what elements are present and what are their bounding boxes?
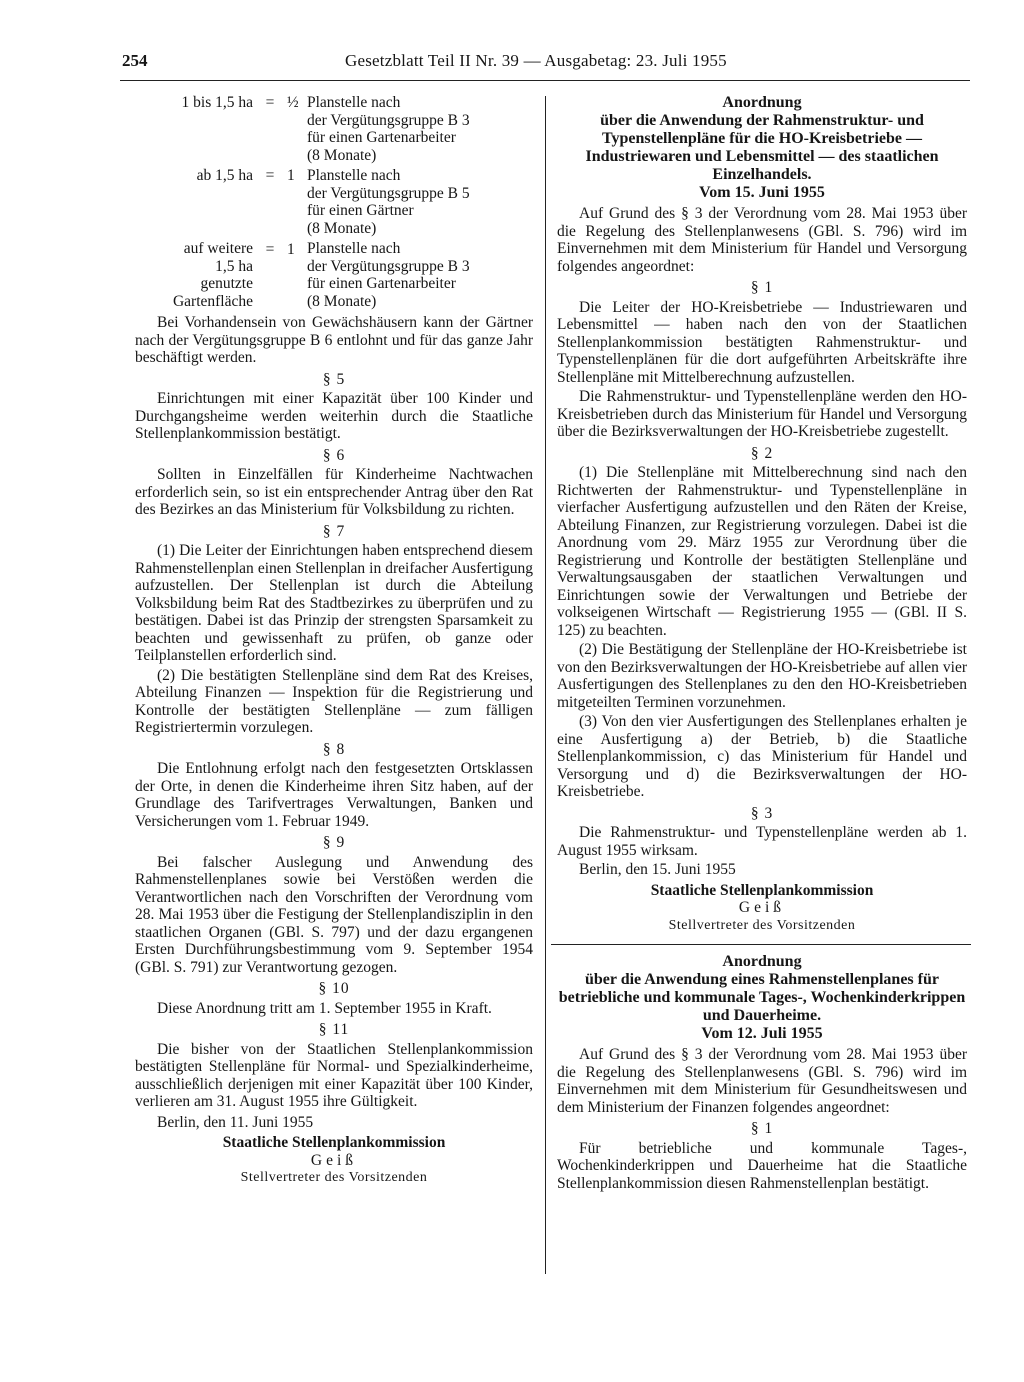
section-paragraph: Für betriebliche und kommunale Tages-, Wochenkinderkrippen und Dauerheime hat die Staatliche Stellenplankommission diesen Rahmenstellenplan bestätigt. — [557, 1139, 967, 1192]
description-line: Planstelle nach — [307, 240, 401, 257]
signature-role: Stellvertreter des Vorsitzenden — [240, 1170, 428, 1185]
description-line: (8 Monate) — [307, 146, 377, 164]
section-paragraph: Die Rahmenstruktur- und Typenstellenpläne werden ab 1. August 1955 wirksam. — [557, 824, 967, 859]
table-cell-description — [307, 94, 517, 164]
section-paragraph: (1) Die Stellenpläne mit Mittelberechnung sind nach den Richtwerten der Rahmenstruktur- und Typenstellenpläne in vierfacher Ausfertigung aufzustellen und den Räten der Kreise, Abteilung Finanzen, zur Registrierung vorzulegen. Dabei ist die Anordnung vom 29. März 1955 zur Verordnung über die Registrierung und Kontrolle der bestätigten Stellenpläne und Verwaltungsausgaben der staatlichen Verwaltungen und Einrichtungen sowie der Verwaltungen und Betriebe der volkseigenen Wirtschaft — Registrierung 1955 — (GBl. II S. 125) zu beachten. — [557, 464, 967, 639]
equals-sign: = — [265, 240, 275, 258]
table-cell-equals: = — [265, 94, 275, 111]
signature-name: Geiß — [310, 1151, 358, 1169]
ordinance-subject: über die Anwendung eines Rahmenstellenplanes für betriebliche und kommunale Tages-, Wochenkinderkrippen und Dauerheime. — [558, 971, 966, 1024]
left-column — [135, 94, 533, 1187]
section-heading: § 11 — [318, 1021, 350, 1038]
description-line: (8 Monate) — [307, 292, 377, 310]
signature-role: Stellvertreter des Vorsitzenden — [668, 917, 856, 933]
section-heading: § 3 — [750, 804, 774, 822]
ordinance-date: Vom 15. Juni 1955 — [699, 184, 825, 201]
table-cell-equals: = — [265, 167, 275, 184]
description-line: der Vergütungsgruppe B 3 — [307, 111, 470, 129]
place-date: Berlin, den 15. Juni 1955 — [579, 861, 736, 878]
ordinance-title: Anordnung — [722, 953, 802, 970]
table-cell-area: auf weitere 1,5 ha genutzte Gartenfläche — [172, 240, 253, 310]
table-cell-area: 1 bis 1,5 ha — [181, 94, 253, 111]
description-line: für einen Gartenarbeiter — [307, 275, 456, 292]
table-cell-amount — [287, 240, 307, 310]
section-heading: § 1 — [750, 279, 774, 296]
page-number: 254 — [122, 51, 148, 70]
table-cell-description — [307, 167, 517, 237]
section-heading: § 1 — [750, 1120, 774, 1137]
table-row — [135, 94, 517, 164]
ordinance-separator — [551, 944, 971, 945]
description-line: für einen Gartenarbeiter — [307, 129, 456, 146]
table-cell-area: ab 1,5 ha — [196, 167, 253, 184]
right-column — [557, 94, 967, 1192]
ordinance-preamble: Auf Grund des § 3 der Verordnung vom 28. Mai 1953 über die Regelung des Stellenplanwesens (GBl. S. 796) wird im Einvernehmen mit dem Ministerium für Gesundheitswesen und dem Ministerium der Finanzen folgendes angeordnet: — [557, 1046, 967, 1116]
description-line: Planstelle nach — [307, 94, 401, 111]
signature-organization: Staatliche Stellenplankommission — [650, 881, 874, 899]
signature-organization: Staatliche Stellenplankommission — [222, 1134, 446, 1151]
section-paragraph: Die bisher von der Staatlichen Stellenplankommission bestätigten Stellenpläne für Normal- und Spezialkinderheime, ausschließlich derjenigen mit einer Kapazität über 100 Kinder, verlieren am 31. August 1955 ihre Gültigkeit. — [135, 1040, 533, 1110]
staffing-table — [135, 94, 517, 310]
ordinance-preamble: Auf Grund des § 3 der Verordnung vom 28. Mai 1953 über die Regelung des Stellenplanwesens (GBl. S. 796) wird im Einvernehmen mit dem Ministerium für Handel und Versorgung folgendes angeordnet: — [557, 205, 967, 275]
table-row — [135, 240, 517, 310]
section-heading: § 7 — [322, 522, 346, 540]
column-divider — [545, 96, 546, 1274]
description-line: der Vergütungsgruppe B 3 — [307, 257, 470, 275]
signature-name: Geiß — [738, 899, 786, 916]
section-heading: § 9 — [322, 834, 346, 851]
ordinance-subject: über die Anwendung der Rahmenstruktur- und Typenstellenpläne für die HO-Kreisbetriebe — Industriewaren und Lebensmittel — des staatlichen Einzelhandels. — [585, 112, 939, 183]
description-line: Planstelle nach — [307, 167, 401, 184]
greenhouse-paragraph: Bei Vorhandensein von Gewächshäusern kann der Gärtner nach der Vergütungsgruppe B 6 entlohnt und für das ganze Jahr beschäftigt werden. — [135, 314, 533, 366]
section-paragraph: Die Leiter der HO-Kreisbetriebe — Industriewaren und Lebensmittel — haben nach den von der Staatlichen Stellenplankommission bestätigten Rahmenstruktur- und Typenstellenplänen für die dort aufgeführten Arbeitskräfte ihre Stellenpläne mit Mittelberechnung aufzustellen. — [557, 298, 967, 386]
section-paragraph: Einrichtungen mit einer Kapazität über 100 Kinder und Durchgangsheime werden weiterhin durch die Staatliche Stellenplankommission bestätigt. — [135, 390, 533, 442]
section-paragraph: Sollten in Einzelfällen für Kinderheime Nachtwachen erforderlich sein, so ist ein entsprechender Antrag über den Rat des Bezirkes an das Ministerium für Volksbildung zu richten. — [135, 466, 533, 518]
section-paragraph: Diese Anordnung tritt am 1. September 1955 in Kraft. — [157, 999, 492, 1017]
page-header-title: Gesetzblatt Teil II Nr. 39 — Ausgabetag: 23. Juli 1955 — [345, 51, 727, 70]
place-date: Berlin, den 11. Juni 1955 — [157, 1113, 314, 1131]
section-heading: § 6 — [322, 446, 346, 464]
table-cell-description — [307, 240, 517, 310]
table-cell-amount: ½ — [287, 94, 299, 111]
amount-value: 1 — [287, 240, 295, 258]
section-paragraph: (1) Die Leiter der Einrichtungen haben entsprechend diesem Rahmenstellenplan einen Stellenplan in dreifacher Ausfertigung aufzustellen. Der Stellenplan ist durch die Abteilung Volksbildung beim Rat des Stadtbezirkes zu überprüfen und zu bestätigen. Dabei ist das Prinzip der strengsten Sparsamkeit zu beachten und gewissenhaft zu prüfen, ob ganze oder Teilplanstellen erforderlich sind. — [135, 542, 533, 664]
header-rule — [120, 80, 970, 81]
section-paragraph: (3) Von den vier Ausfertigungen des Stellenplanes erhalten je eine Ausfertigung a) der Betrieb, b) die Staatliche Stellenplankommission, c) das Ministerium für Handel und Versorgung und d) die Bezirksverwaltungen der HO-Kreisbetriebe. — [557, 713, 967, 800]
section-paragraph: Bei falscher Auslegung und Anwendung des Rahmenstellenplanes sowie bei Verstößen werden die Verantwortlichen nach den Vorschriften der Verordnung vom 28. Mai 1953 über die Festigung der Stellenplandisziplin in den staatlichen Organen (GBl. S. 797) und der dazu ergangenen Ersten Durchführungsbestimmung vom 9. September 1954 (GBl. S. 791) zur Verantwortung gezogen. — [135, 853, 533, 976]
description-line: (8 Monate) — [307, 219, 377, 237]
description-line: der Vergütungsgruppe B 5 — [307, 184, 470, 202]
section-heading: § 8 — [322, 740, 346, 758]
section-paragraph: Die Entlohnung erfolgt nach den festgesetzten Ortsklassen der Orte, in denen die Kinderheime ihren Sitz haben, auf der Grundlage des Tarifvertrages Verwaltungen, Banken und Versicherungen vom 1. Februar 1949. — [135, 760, 533, 830]
section-heading: § 5 — [322, 370, 346, 388]
section-paragraph: Die Rahmenstruktur- und Typenstellenpläne werden den HO-Kreisbetrieben durch das Ministerium für Handel und Versorgung über die Bezirksverwaltungen der HO-Kreisbetriebe zugestellt. — [557, 388, 967, 440]
ordinance-date: Vom 12. Juli 1955 — [701, 1025, 823, 1042]
section-paragraph: (2) Die Bestätigung der Stellenpläne der HO-Kreisbetriebe ist von den Bezirksverwaltungen der HO-Kreisbetriebe auf allen vier Ausfertigungen des Stellenplanes zu den den HO-Kreisbetrieben mitgeteilten Terminen vorzunehmen. — [557, 641, 967, 711]
ordinance-title: Anordnung — [722, 94, 802, 111]
description-line: für einen Gärtner — [307, 202, 414, 219]
table-cell-amount: 1 — [287, 167, 295, 184]
section-heading: § 2 — [750, 444, 774, 462]
table-cell-equals — [253, 240, 287, 310]
section-paragraph: (2) Die bestätigten Stellenpläne sind dem Rat des Kreises, Abteilung Finanzen — Inspektion für die Registrierung und Kontrolle der bestätigten Stellenpläne — zum fälligen Registriertermin vorzulegen. — [135, 666, 533, 736]
section-heading: § 10 — [318, 980, 350, 997]
table-row — [135, 167, 517, 237]
